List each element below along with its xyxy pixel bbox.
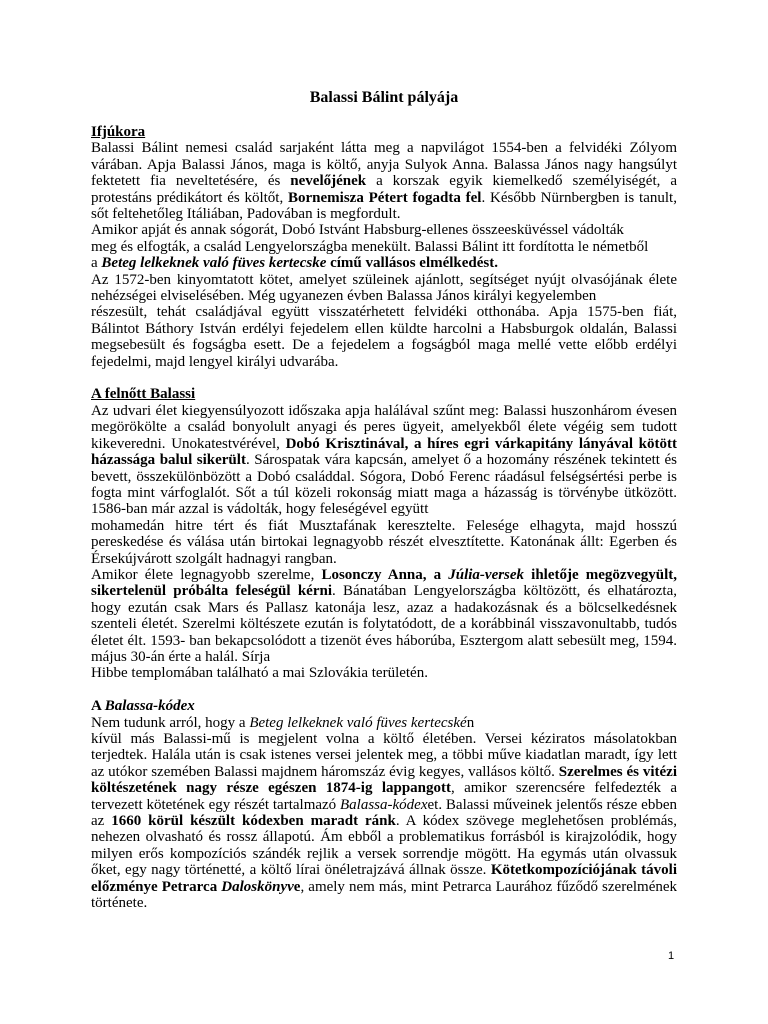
paragraph: részesült, tehát családjával együtt visszatérhetett felvidéki otthonába. Apja 1575-ben fiát, Bálintot Báthory István erdélyi fejedelem ellen küldte harcolni a Habsburgok oldalán, Balassi megsebesült és fogságba esett. De a fejedelem a fogságból maga mellé vette előbb erdélyi fejedelmi, majd lengyel királyi udvarába.	[91, 304, 677, 370]
text-run: kívül más Balassi-mű is megjelent volna a költő életében. Versei kéziratos másolatokban terjedtek. Halála után is csak istenes versei jelentek meg, a többi műve kiadatlan maradt, így lett az utókor szemében Balassi majdnem háromszáz évig kegyes, vallásos költő.	[91, 731, 677, 780]
page-title: Balassi Bálint pályája	[309, 89, 459, 106]
bold-run: 1660 körül készült kódexben maradt ránk	[111, 813, 396, 830]
italic-run: Daloskönyv	[221, 878, 294, 895]
text-run: n	[466, 714, 475, 731]
text-run: ihletője megözvegyült, sikertelenül próbálta feleségül kérni	[91, 566, 677, 600]
text-run: , amikor szerencsére felfedezték a tervezett kötetének egy részét tartalmazó	[91, 780, 677, 813]
text-run: . A kódex szövege meglehetősen problémás, nehezen olvasható és rossz állapotú. Ám ebből a problematikus forrásból is kirajzolódik, hogy milyen erős kompozíciós szándék rejlik a versek sorrendje mögött. Ha egymás után olvassuk őket, egy nagy történetté, a költő lírai önéletrajzává állnak össze.	[91, 813, 677, 879]
text-run: Kötetkompozíciójának távoli előzménye Petrarca	[91, 862, 678, 895]
text-run: . Később Nürnbergben is tanult, sőt feltehetőleg Itáliában, Padovában is megfordult.	[91, 189, 677, 223]
paragraph: Amikor apját és annak sógorát, Dobó Istvánt Habsburg-ellenes összeesküvéssel vádolták	[91, 222, 624, 239]
text-run: . Sárospatak vára kapcsán, amelyet ő a hozomány részének tekintett és bevett, összekülönbözött a Dobó családdal. Sógora, Dobó Ferenc ráadásul felségsértési perbe is fogta mint várfoglalót. Sőt a túl közeli rokonság miatt maga a házasság is törvénybe ütközött. 1586-ban már azzal is vádolták, hogy feleségével együtt	[91, 452, 677, 518]
paragraph: Az 1572-ben kinyomtatott kötet, amelyet szüleinek ajánlott, segítséget nyújt olvasójának élete nehézségei elviselésében. Még ugyanezen évben Balassa János királyi kegyelemben	[91, 271, 677, 305]
section-heading-ifjukora: Ifjúkora	[91, 124, 146, 140]
text-run: a	[91, 255, 102, 272]
italic-run: Beteg lelkeknek való füves kertecske	[101, 255, 327, 272]
bold-run: Bornemisza Pétert fogadta fel	[288, 189, 482, 206]
section-gap	[91, 682, 677, 698]
document-body	[91, 124, 677, 911]
section-heading-felnott-balassi: A felnőtt Balassi	[91, 386, 196, 403]
bold-run: Dobó Krisztinával, a híres egri várkapitány lányával kötött házassága balul sikerült	[91, 435, 677, 469]
text-run: A	[91, 698, 105, 715]
paragraph	[91, 140, 677, 222]
paragraph	[91, 255, 677, 271]
text-run: e	[293, 878, 301, 895]
text-run: Az udvari élet kiegyensúlyozott időszaka apja halálával szűnt meg: Balassi huszonhárom évesen megörökölte a család bonyolult anyagi és peres ügyeit, amelyekből élete végéig sem tudott kikeveredni. Unokatestvérével,	[91, 402, 677, 452]
text-run: Nem tudunk arról, hogy a	[91, 714, 250, 731]
paragraph	[91, 731, 677, 911]
text-run: , amely nem más, mint Petrarca Laurához fűződő szerelmének története.	[91, 878, 678, 912]
bold-run: nevelőjének	[290, 173, 367, 190]
text-run: . Bánatában Lengyelországba költözött, és elhatározta, hogy ezután csak Mars és Pallasz katonája lesz, azaz a hadakozásnak és a bölcselkedésnek szenteli életét. Szerelmi költészete ezután is folytatódott, de a korábbinál visszavonultabb, tudós életet élt. 1593- ban bekapcsolódott a tizenöt éves háborúba, Esztergom alatt sebesült meg, 1594. május 30-án érte a halál. Sírja	[91, 583, 677, 665]
bold-run: Szerelmes és vitézi költészetének nagy része egészen 1874-ig lappangott	[91, 763, 677, 797]
section-gap	[91, 370, 677, 386]
text-run: című vallásos elmélkedést.	[326, 255, 499, 272]
text-run: Losonczy Anna, a	[321, 566, 449, 583]
italic-run: Júlia-versek	[448, 566, 525, 583]
bold-run	[101, 255, 498, 271]
paragraph: meg és elfogták, a család Lengyelországba menekült. Balassi Bálint itt fordította le németből	[91, 238, 649, 255]
text-run: Amikor élete legnagyobb szerelme,	[91, 566, 322, 583]
paragraph: mohamedán hitre tért és fiát Musztafának keresztelte. Felesége elhagyta, majd hosszú pereskedése és válása után birtokai legnagyobb részét elvesztítette. Katonának állt: Egerben és Érsekújvárott szolgált hadnagyi rangban.	[91, 517, 677, 567]
italic-run: Beteg lelkeknek való füves kertecské	[249, 714, 467, 731]
italic-run: Balassa-kódex	[340, 796, 428, 813]
text-run: et. Balassi műveinek jelentős része ebben az	[91, 796, 677, 830]
paragraph: Hibbe templomában található a mai Szlovákia területén.	[91, 665, 428, 682]
italic-run: Balassa-kódex	[104, 698, 195, 715]
paragraph	[91, 567, 677, 665]
text-run: Balassi Bálint nemesi család sarjaként látta meg a napvilágot 1554-ben a felvidéki Zólyom várában. Apja Balassi János, maga is költő, anyja Sulyok Anna. Balassa János nagy hangsúlyt fektetett fia neveltetésére, és	[91, 140, 677, 190]
text-run: a korszak egyik kiemelkedő személyiségét, a protestáns prédikátort és költőt,	[91, 173, 677, 206]
paragraph	[91, 403, 677, 518]
section-heading-balassa-kodex	[91, 698, 677, 714]
paragraph	[91, 715, 677, 731]
page-number: 1	[668, 950, 675, 962]
